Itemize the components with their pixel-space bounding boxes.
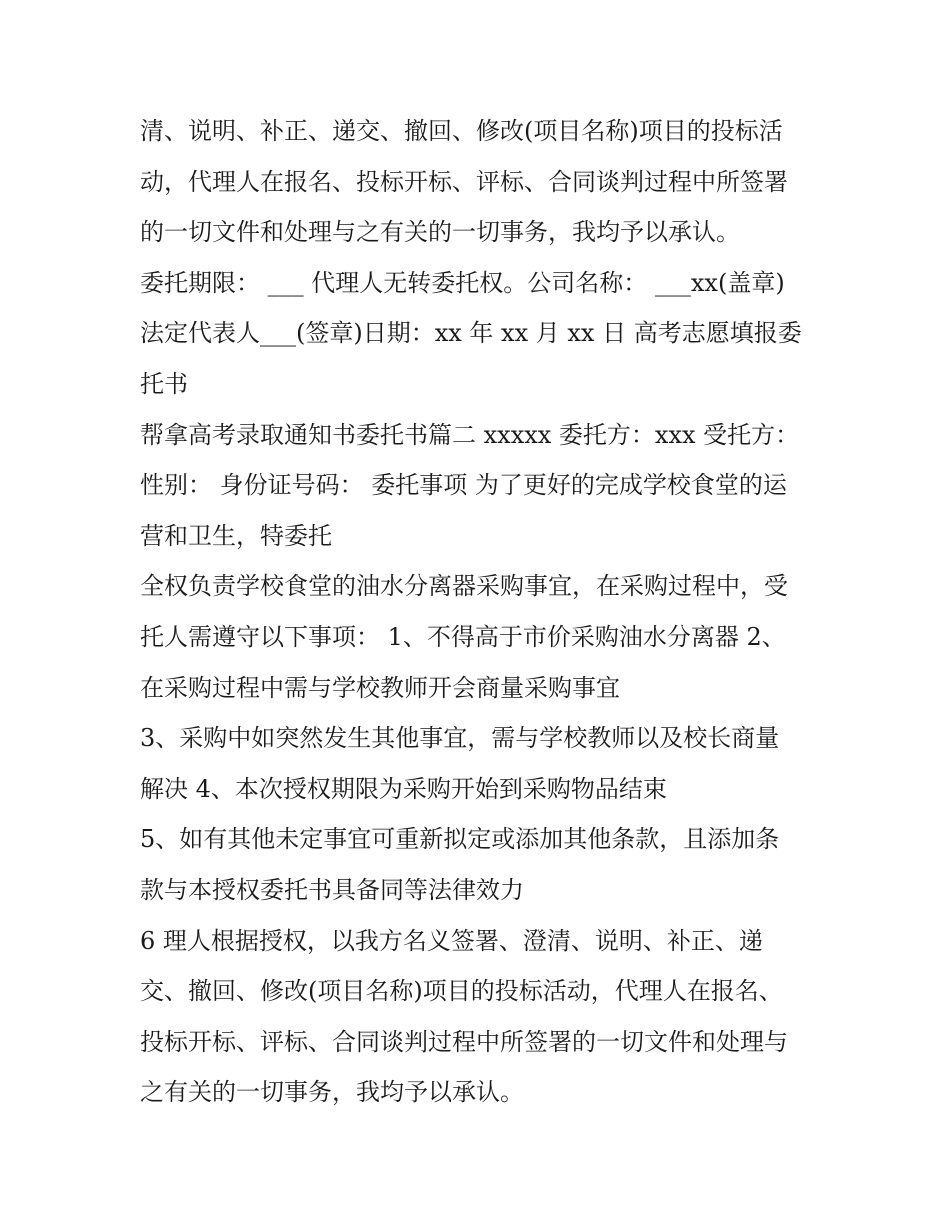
text-line: 托书: [140, 369, 188, 398]
text-line: 委托期限： ___ 代理人无转委托权。公司名称： ___xx(盖章): [140, 268, 785, 297]
text-line: 款与本授权委托书具备同等法律效力: [140, 875, 524, 904]
text-line: 5、如有其他未定事宜可重新拟定或添加其他条款，且添加条: [140, 825, 780, 854]
text-line: 解决 4、本次授权期限为采购开始到采购物品结束: [140, 774, 667, 803]
document-body: [140, 106, 830, 1118]
text-line: 法定代表人___(签章)日期：xx 年 xx 月 xx 日 高考志愿填报委: [140, 319, 802, 348]
text-line: 交、撤回、修改(项目名称)项目的投标活动，代理人在报名、: [140, 977, 783, 1006]
text-line: 3、采购中如突然发生其他事宜，需与学校教师以及校长商量: [140, 724, 780, 753]
text-line: 全权负责学校食堂的油水分离器采购事宜，在采购过程中，受: [140, 572, 788, 601]
text-line: 托人需遵守以下事项： 1、不得高于市价采购油水分离器 2、: [140, 622, 786, 651]
text-line: 营和卫生，特委托: [140, 521, 332, 550]
text-line: 6 理人根据授权，以我方名义签署、澄清、说明、补正、递: [140, 926, 763, 955]
text-line: 投标开标、评标、合同谈判过程中所签署的一切文件和处理与: [140, 1027, 788, 1056]
text-line: 帮拿高考录取通知书委托书篇二 xxxxx 委托方：xxx 受托方：: [140, 420, 800, 449]
text-line: 性别： 身份证号码： 委托事项 为了更好的完成学校食堂的运: [140, 471, 787, 500]
text-line: 清、说明、补正、递交、撤回、修改(项目名称)项目的投标活: [140, 117, 783, 145]
text-line: 动，代理人在报名、投标开标、评标、合同谈判过程中所签署: [140, 167, 788, 196]
text-line: 之有关的一切事务，我均予以承认。: [140, 1078, 524, 1107]
text-line: 的一切文件和处理与之有关的一切事务，我均予以承认。: [140, 218, 740, 247]
text-line: 在采购过程中需与学校教师开会商量采购事宜: [140, 673, 620, 702]
